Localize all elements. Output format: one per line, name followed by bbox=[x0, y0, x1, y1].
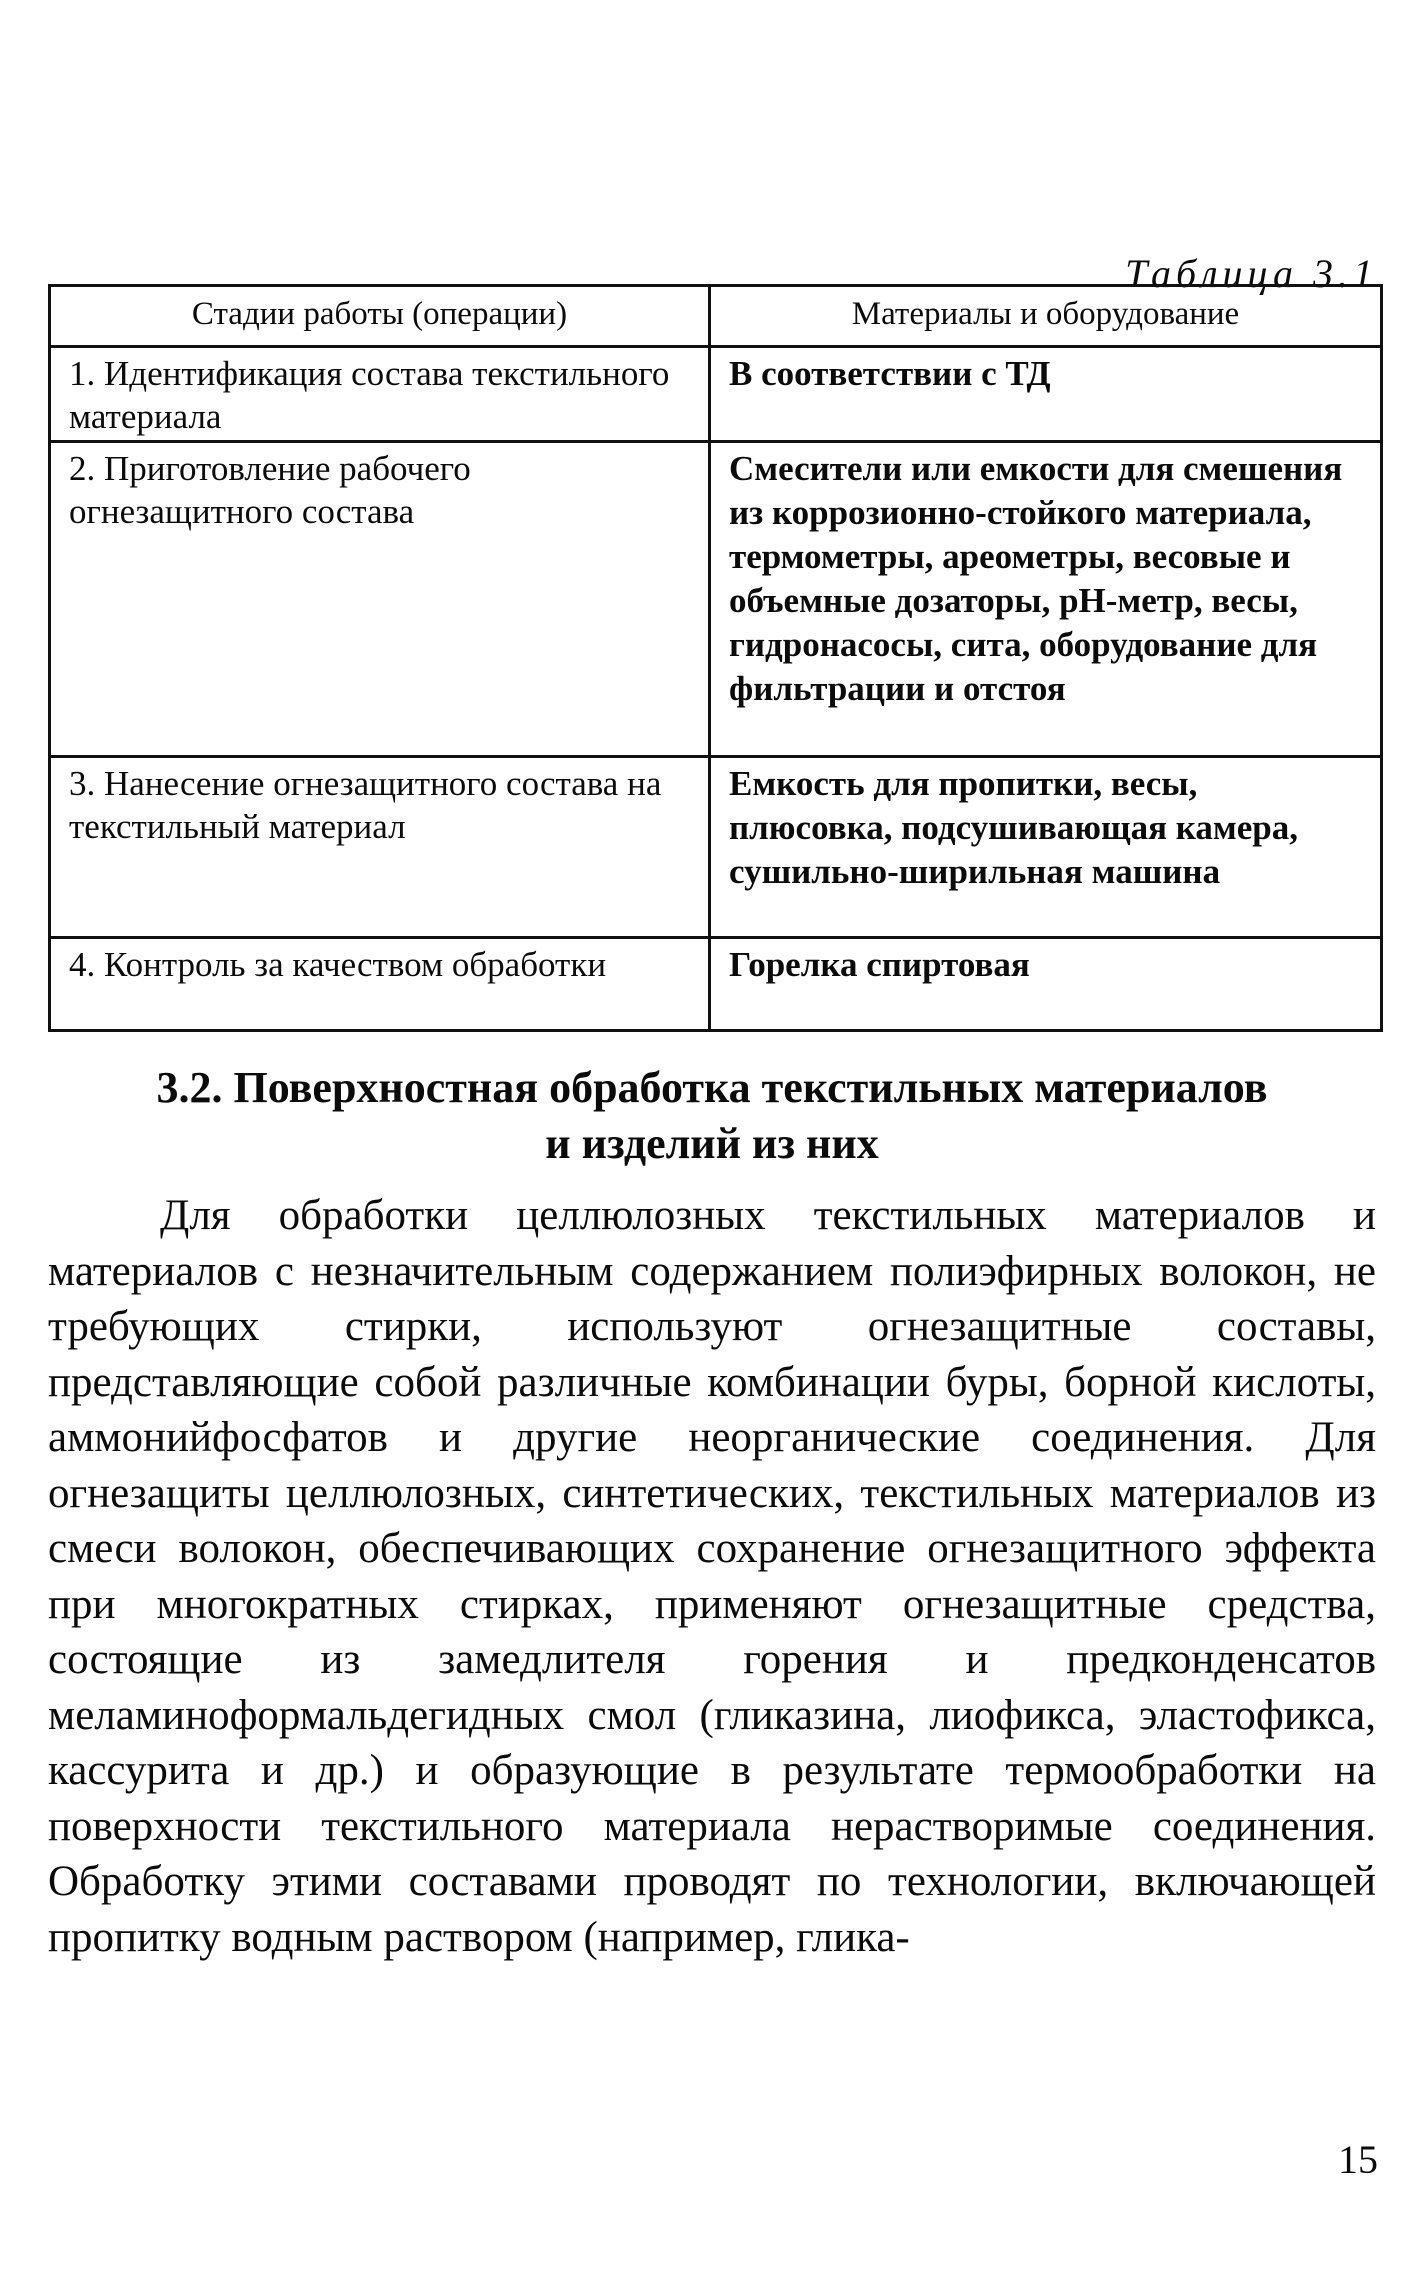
section-heading bbox=[60, 1060, 1364, 1172]
body-paragraph: Для обработки целлюлозных текстильных материалов и материалов с незначительным содержанием полиэфирных волокон, не требующих стирки, используют огнезащитные составы, представляющие собой различные комбинации буры, борной кислоты, аммонийфосфатов и другие неорганические соединения. Для огнезащиты целлюлозных, синтетических, текстильных материалов из смеси волокон, обеспечивающих сохранение огнезащитного эффекта при многократных стирках, применяют огнезащитные средства, состоящие из замедлителя горения и предконденсатов меламиноформальдегидных смол (гликазина, лиофикса, эластофикса, кассурита и др.) и образующие в результате термообработки на поверхности текстильного материала нерастворимые соединения. Обработку этими составами проводят по технологии, включающей пропитку водным раствором (например, глика- bbox=[48, 1192, 1376, 1961]
stage-cell: 2. Приготовление рабочего огнезащитного состава bbox=[50, 442, 710, 757]
equipment-cell: В соответствии с ТД bbox=[710, 347, 1382, 442]
table-header-row bbox=[50, 286, 1382, 347]
equipment-cell: Емкость для пропитки, весы, плюсовка, подсушивающая камера, сушильно-ширильная машина bbox=[710, 757, 1382, 938]
stages-table bbox=[48, 284, 1383, 1032]
equipment-cell: Горелка спиртовая bbox=[710, 938, 1382, 1031]
section-heading-line-1: 3.2. Поверхностная обработка текстильных материалов bbox=[156, 1063, 1268, 1112]
stage-cell: 1. Идентификация состава текстильного материала bbox=[50, 347, 710, 442]
stage-cell: 3. Нанесение огнезащитного состава на текстильный материал bbox=[50, 757, 710, 938]
stage-cell: 4. Контроль за качеством обработки bbox=[50, 938, 710, 1031]
table-caption: Таблица 3.1 bbox=[1125, 251, 1378, 296]
equipment-cell: Смесители или емкости для смешения из коррозионно-стойкого материала, термометры, ареометры, весовые и объемные дозаторы, pH-метр, весы, гидронасосы, сита, оборудование для фильтрации и отстоя bbox=[710, 442, 1382, 757]
table-row bbox=[50, 757, 1382, 938]
page-number: 15 bbox=[1338, 2137, 1378, 2182]
column-header-equipment: Материалы и оборудование bbox=[710, 286, 1382, 347]
table-row bbox=[50, 938, 1382, 1031]
column-header-stages: Стадии работы (операции) bbox=[50, 286, 710, 347]
table-row bbox=[50, 442, 1382, 757]
section-heading-line-2: и изделий из них bbox=[545, 1119, 879, 1168]
table-row bbox=[50, 347, 1382, 442]
